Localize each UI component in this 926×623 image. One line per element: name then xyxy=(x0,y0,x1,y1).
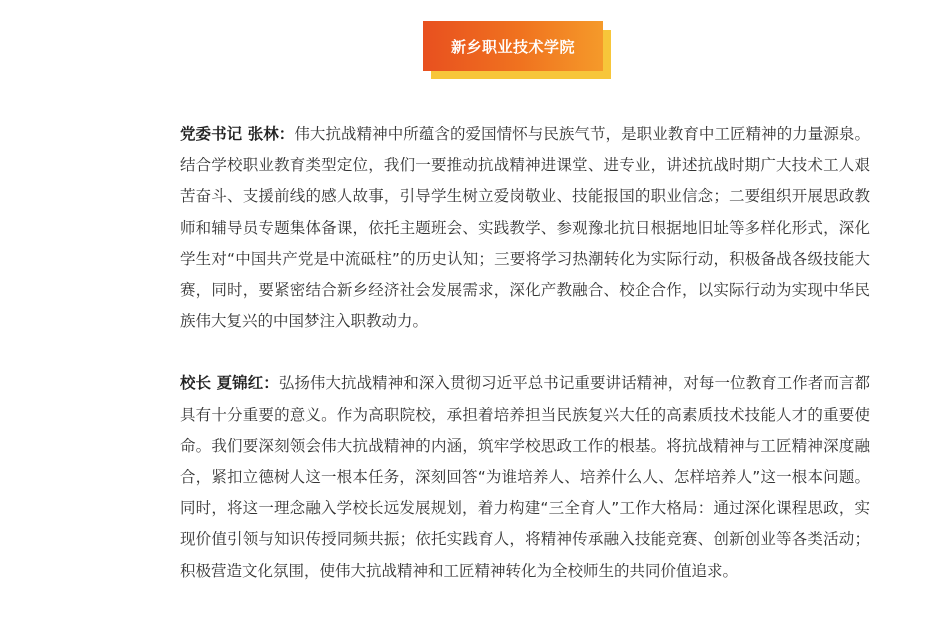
page-title: 新乡职业技术学院 xyxy=(450,37,575,56)
paragraph-text: 伟大抗战精神中所蕴含的爱国情怀与民族气节，是职业教育中工匠精神的力量源泉。结合学校职业教育类型定位，我们一要推动抗战精神进课堂、进专业，讲述抗战时期广大技术工人艰苦奋斗、支援前线的感人故事，引导学生树立爱岗敬业、技能报国的职业信念；二要组织开展思政教师和辅导员专题集体备课，依托主题班会、实践教学、参观豫北抗日根据地旧址等多样化形式，深化学生对“中国共产党是中流砥柱”的历史认知；三要将学习热潮转化为实际行动，积极备战各级技能大赛，同时，要紧密结合新乡经济社会发展需求，深化产教融合、校企合作，以实际行动为实现中华民族伟大复兴的中国梦注入职教动力。 xyxy=(180,125,870,331)
title-banner-box xyxy=(423,21,603,71)
paragraph-president xyxy=(180,368,870,586)
paragraph-text: 弘扬伟大抗战精神和深入贯彻习近平总书记重要讲话精神，对每一位教育工作者而言都具有十分重要的意义。作为高职院校，承担着培养担当民族复兴大任的高素质技术技能人才的重要使命。我们要深刻领会伟大抗战精神的内涵，筑牢学校思政工作的根基。将抗战精神与工匠精神深度融合，紧扣立德树人这一根本任务，深刻回答“为谁培养人、培养什么人、怎样培养人”这一根本问题。同时，将这一理念融入学校长远发展规划，着力构建“三全育人”工作大格局：通过深化课程思政，实现价值引领与知识传授同频共振；依托实践育人，将精神传承融入技能竞赛、创新创业等各类活动；积极营造文化氛围，使伟大抗战精神和工匠精神转化为全校师生的共同价值追求。 xyxy=(180,374,870,580)
speaker-label: 党委书记 张林： xyxy=(180,125,295,143)
speaker-label: 校长 夏锦红： xyxy=(180,374,279,393)
title-banner xyxy=(423,21,611,79)
article-body xyxy=(180,119,870,587)
paragraph-party-secretary xyxy=(180,119,870,337)
